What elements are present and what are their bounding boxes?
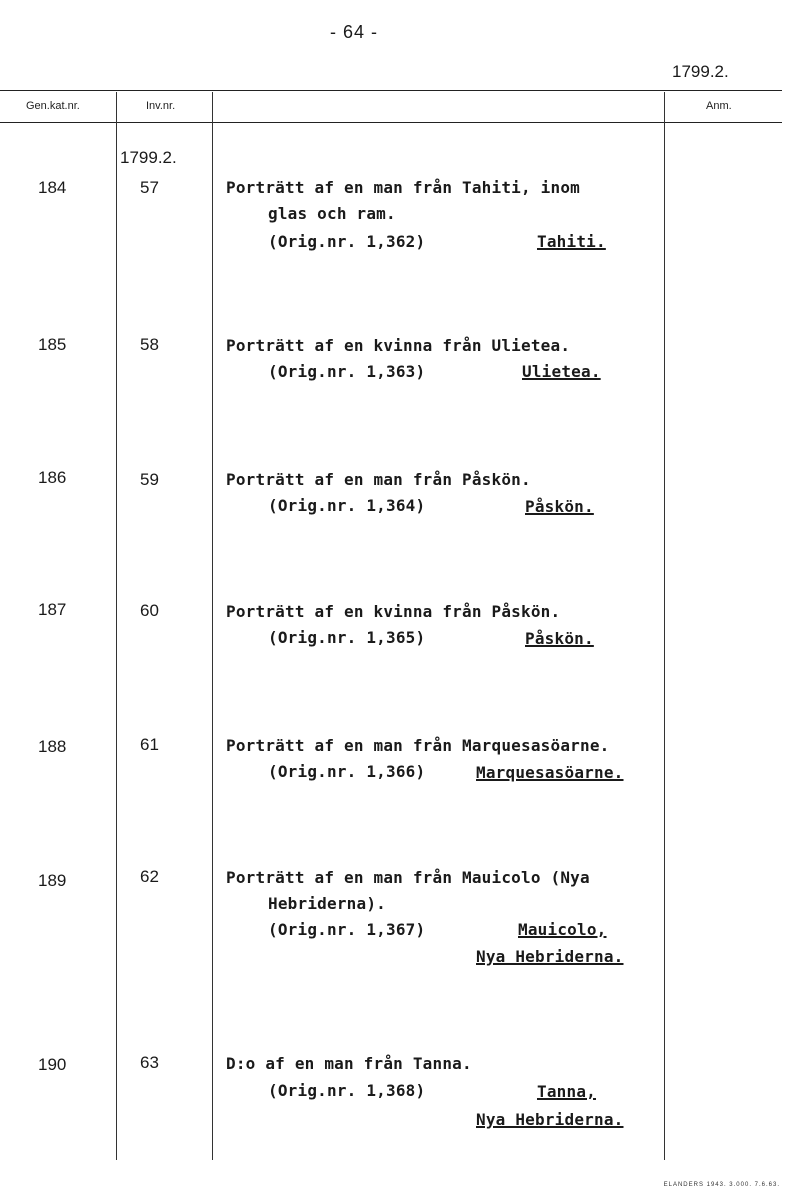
entry-gen-number: 185 (38, 335, 67, 354)
entry-orig-number: (Orig.nr. 1,366) (268, 762, 426, 781)
entry-place: Nya Hebriderna. (476, 947, 624, 966)
entry-gen-number: 184 (38, 178, 67, 197)
entry-place: Tanna, (537, 1082, 596, 1101)
top-rule (0, 90, 782, 91)
entry-description: D:o af en man från Tanna. (226, 1054, 472, 1073)
entry-inv-number: 60 (140, 601, 159, 620)
entry-place: Påskön. (525, 497, 594, 516)
entry-description: Porträtt af en kvinna från Påskön. (226, 602, 561, 621)
entry-inv-number: 59 (140, 470, 159, 489)
page-number: - 64 - (330, 22, 379, 42)
entry-orig-number: (Orig.nr. 1,364) (268, 496, 426, 515)
entry-orig-number: (Orig.nr. 1,363) (268, 362, 426, 381)
column-header-inv: Inv.nr. (146, 100, 176, 112)
entry-place: Marquesasöarne. (476, 763, 624, 782)
entry-description: Porträtt af en man från Marquesasöarne. (226, 736, 610, 755)
column-divider-gen (116, 92, 117, 1160)
entry-place: Ulietea. (522, 362, 601, 381)
entry-orig-number: (Orig.nr. 1,368) (268, 1081, 426, 1100)
entry-orig-number: (Orig.nr. 1,367) (268, 920, 426, 939)
entry-inv-number: 63 (140, 1053, 159, 1072)
entry-orig-number: (Orig.nr. 1,362) (268, 232, 426, 251)
entry-gen-number: 188 (38, 737, 67, 756)
entry-inv-number: 62 (140, 867, 159, 886)
column-header-gen: Gen.kat.nr. (26, 100, 80, 112)
column-divider-anm (664, 92, 665, 1160)
column-header-anm: Anm. (706, 100, 732, 112)
entry-orig-number: (Orig.nr. 1,365) (268, 628, 426, 647)
entry-place: Nya Hebriderna. (476, 1110, 624, 1129)
entry-description: Porträtt af en kvinna från Ulietea. (226, 336, 571, 355)
entry-description: Hebriderna). (268, 894, 386, 913)
entry-inv-number: 57 (140, 178, 159, 197)
entry-description: Porträtt af en man från Tahiti, inom (226, 178, 580, 197)
top-reference: 1799.2. (672, 62, 729, 81)
entry-description: Porträtt af en man från Påskön. (226, 470, 531, 489)
entry-gen-number: 186 (38, 468, 67, 487)
printer-mark: ELANDERS 1943. 3.000. 7.6.63. (663, 1182, 780, 1188)
entry-inv-number: 58 (140, 335, 159, 354)
entry-gen-number: 189 (38, 871, 67, 890)
entry-description: glas och ram. (268, 204, 396, 223)
column-divider-inv (212, 92, 213, 1160)
entry-inv-number: 61 (140, 735, 159, 754)
entry-description: Porträtt af en man från Mauicolo (Nya (226, 868, 590, 887)
entry-gen-number: 190 (38, 1055, 67, 1074)
entry-place: Påskön. (525, 629, 594, 648)
entry-place: Tahiti. (537, 232, 606, 251)
inv-series-header: 1799.2. (120, 148, 177, 167)
entry-place: Mauicolo, (518, 920, 607, 939)
entry-gen-number: 187 (38, 600, 67, 619)
